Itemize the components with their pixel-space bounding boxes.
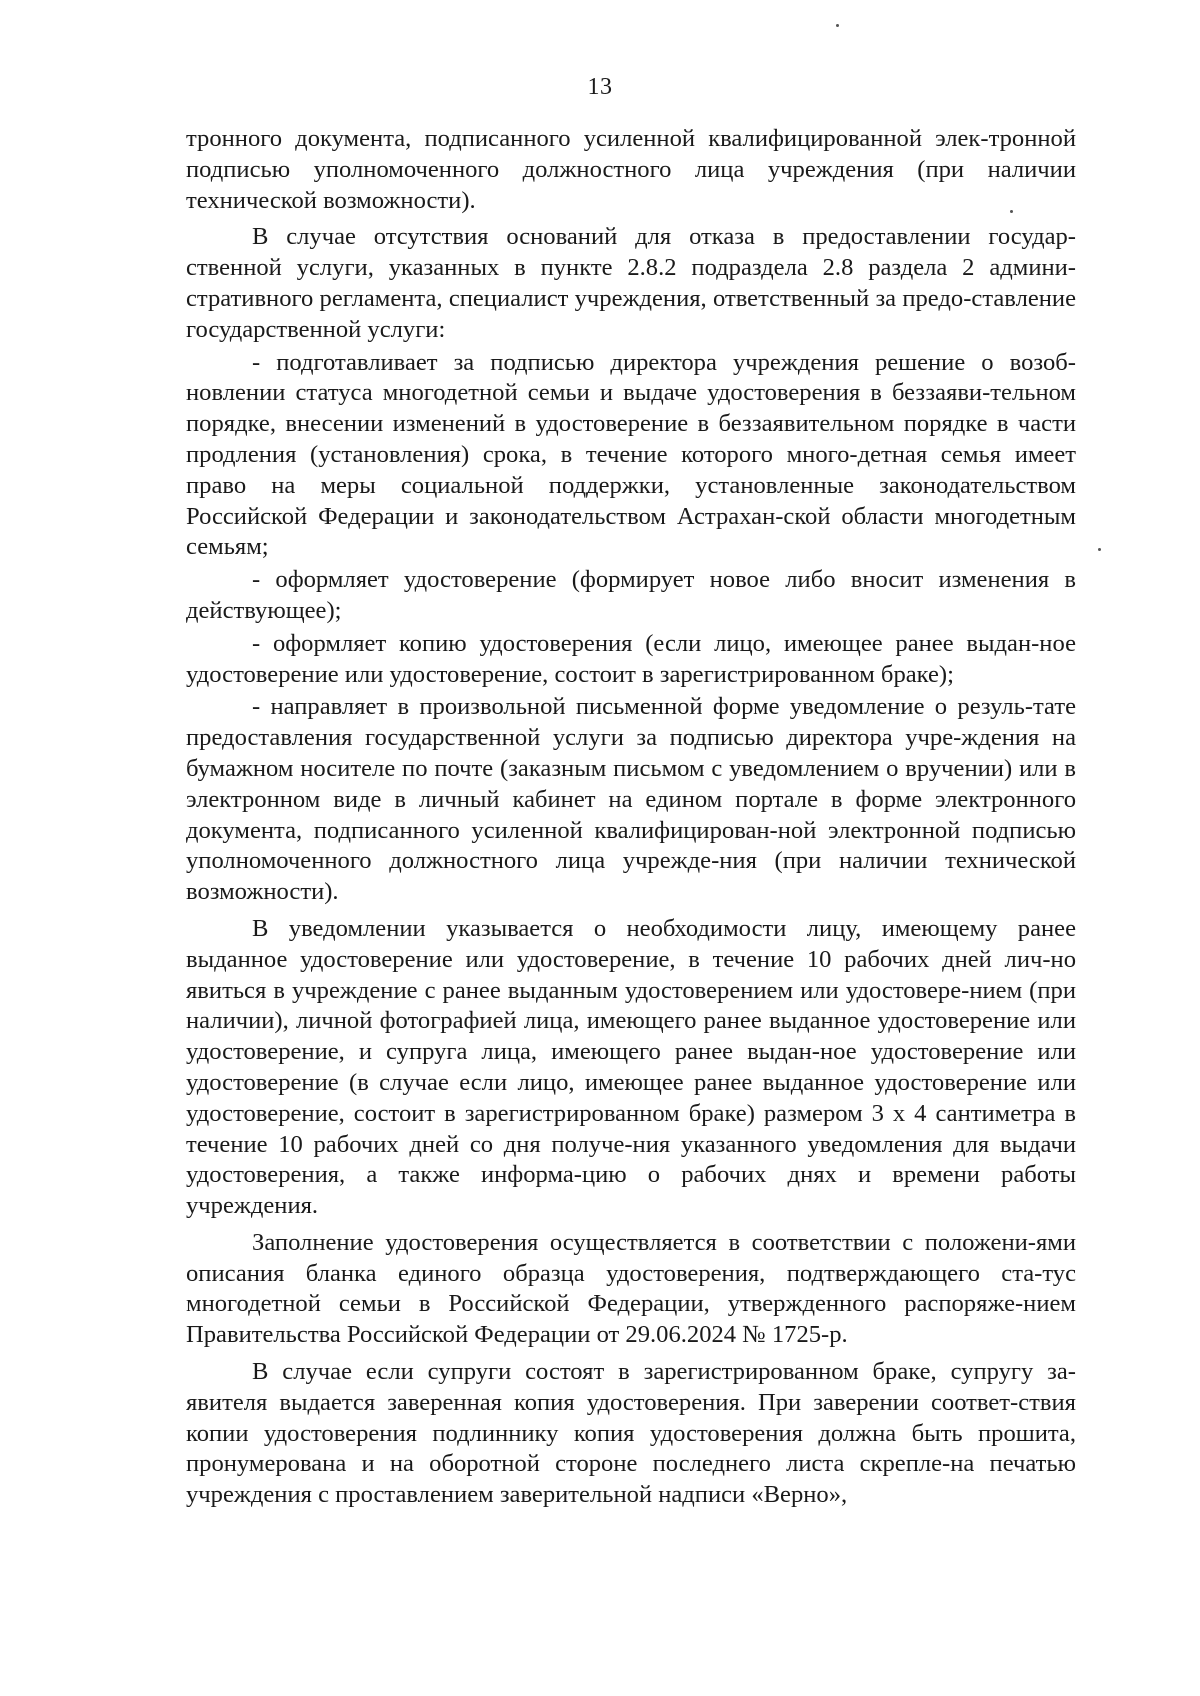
scan-speck — [836, 24, 839, 27]
no-grounds-paragraph: В случае отсутствия оснований для отказа в предоставлении государ-ственной услуги, указанных в пункте 2.8.2 подраздела 2.8 раздела 2 админи-стративного регламента, специалист учреждения, ответственный за предо-ставление государственной услуги: — [186, 223, 1076, 343]
list-item-certificate-copy: - оформляет копию удостоверения (если лицо, имеющее ранее выдан-ное удостоверение или удостоверение, состоит в зарегистрированном браке); — [186, 629, 1076, 688]
scan-speck — [1010, 210, 1013, 213]
list-item-decision: - подготавливает за подписью директора учреждения решение о возоб-новлении статуса многодетной семьи и выдаче удостоверения в беззаяви-тельном порядке, внесении изменений в удостоверение в беззаявительном порядке в части продления (установления) срока, в течение которого много-детная семья имеет право на меры социальной поддержки, установленные законодательством Российской Федерации и законодательством Астрахан-ской области многодетным семьям; — [186, 348, 1076, 561]
list-item-send-notification: - направляет в произвольной письменной форме уведомление о резуль-тате предоставления государственной услуги за подписью директора учре-ждения на бумажном носителе по почте (заказным письмом с уведомлением о вручении) или в электронном виде в личный кабинет на едином портале в форме электронного документа, подписанного усиленной квалифицирован-ной электронной подписью уполномоченного должностного лица учрежде-ния (при наличии технической возможности). — [186, 693, 1076, 906]
filling-paragraph: Заполнение удостоверения осуществляется в соответствии с положени-ями описания бланка единого образца удостоверения, подтверждающего ста-тус многодетной семьи в Российской Федерации, утвержденного распоряже-нием Правительства Российской Федерации от 29.06.2024 № 1725-р. — [186, 1228, 1076, 1349]
continuation-paragraph: тронного документа, подписанного усиленной квалифицированной элек-тронной подписью уполномоченного должностного лица учреждения (при наличии технической возможности). — [186, 125, 1076, 214]
page-number: 13 — [587, 74, 613, 100]
document-body — [186, 124, 1076, 1511]
spouses-paragraph: В случае если супруги состоят в зарегистрированном браке, супругу за-явителя выдается заверенная копия удостоверения. При заверении соответ-ствия копии удостоверения подлиннику копия удостоверения должна быть прошита, пронумерована и на оборотной стороне последнего листа скрепле-на печатью учреждения с проставлением заверительной надписи «Верно», — [186, 1358, 1076, 1509]
notification-paragraph: В уведомлении указывается о необходимости лицу, имеющему ранее выданное удостоверение или удостоверение, в течение 10 рабочих дней лич-но явиться в учреждение с ранее выданным удостоверением или удостовере-нием (при наличии), личной фотографией лица, имеющего ранее выданное удостоверение или удостоверение, и супруга лица, имеющего ранее выдан-ное удостоверение или удостоверение (в случае если лицо, имеющее ранее выданное удостоверение или удостоверение, состоит в зарегистрированном браке) размером 3 х 4 сантиметра в течение 10 рабочих дней со дня получе-ния указанного уведомления для выдачи удостоверения, а также информа-цию о рабочих днях и времени работы учреждения. — [186, 914, 1076, 1220]
scan-speck — [1098, 548, 1101, 551]
list-item-issue-certificate: - оформляет удостоверение (формирует новое либо вносит изменения в действующее); — [186, 566, 1076, 624]
